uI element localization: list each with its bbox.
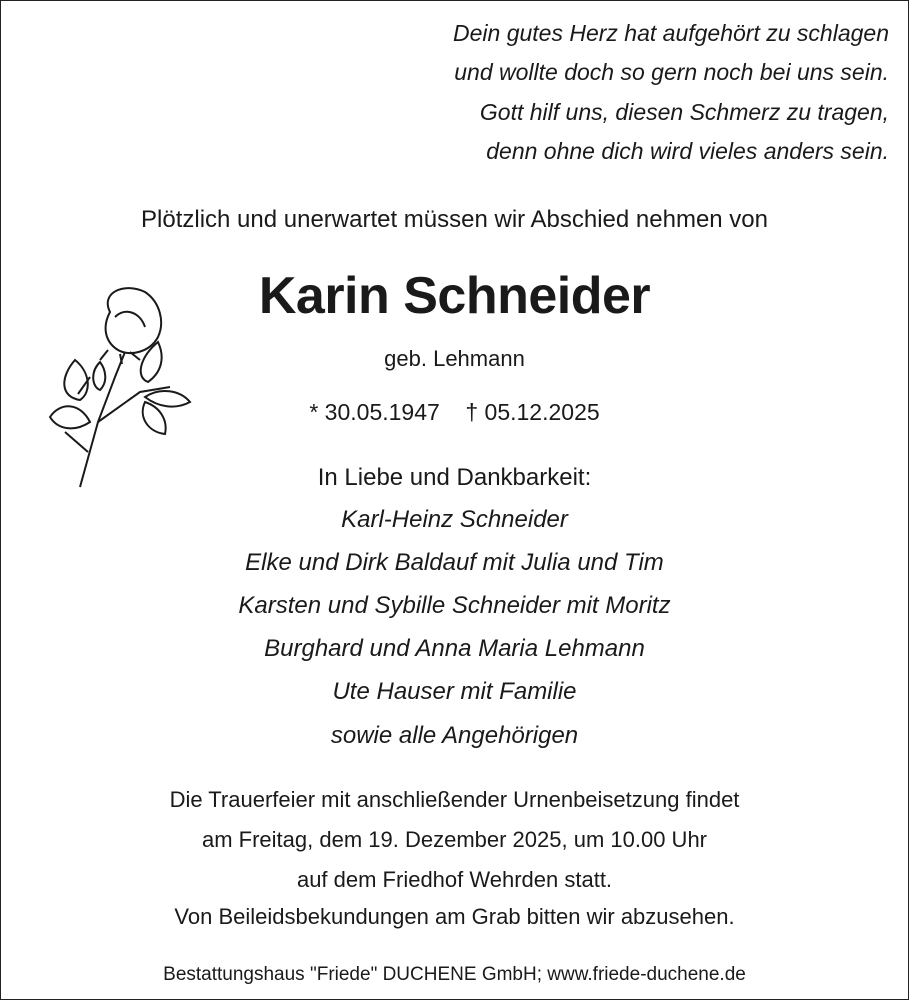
intro-text: Plötzlich und unerwartet müssen wir Abschied nehmen von — [141, 206, 768, 233]
birth-date: * 30.05.1947 — [309, 399, 440, 425]
funeral-home-footer: Bestattungshaus "Friede" DUCHENE GmbH; www.friede-duchene.de — [163, 964, 746, 985]
rose-icon — [40, 282, 215, 497]
mourner: Karsten und Sybille Schneider mit Moritz — [238, 592, 671, 619]
mourner: Ute Hauser mit Familie — [332, 678, 577, 705]
poem-line: Dein gutes Herz hat aufgehört zu schlagen — [453, 20, 889, 46]
poem-line: denn ohne dich wird vieles anders sein. — [486, 138, 889, 164]
mourners-heading: In Liebe und Dankbarkeit: — [317, 464, 592, 491]
service-info: Von Beileidsbekundungen am Grab bitten wir abzusehen. — [174, 904, 735, 929]
mourner: sowie alle Angehörigen — [330, 722, 579, 749]
mourner: Elke und Dirk Baldauf mit Julia und Tim — [245, 549, 664, 576]
service-info: auf dem Friedhof Wehrden statt. — [296, 867, 613, 892]
deceased-name: Karin Schneider — [258, 267, 651, 325]
service-info: am Freitag, dem 19. Dezember 2025, um 10.00 Uhr — [201, 827, 708, 852]
service-info: Die Trauerfeier mit anschließender Urnenbeisetzung findet — [169, 787, 740, 812]
poem-line: und wollte doch so gern noch bei uns sein. — [454, 59, 889, 85]
birth-name: geb. Lehmann — [384, 346, 525, 371]
death-date: † 05.12.2025 — [465, 399, 600, 425]
mourner: Karl-Heinz Schneider — [341, 506, 568, 533]
poem-line: Gott hilf uns, diesen Schmerz zu tragen, — [479, 99, 889, 125]
mourner: Burghard und Anna Maria Lehmann — [264, 635, 645, 662]
